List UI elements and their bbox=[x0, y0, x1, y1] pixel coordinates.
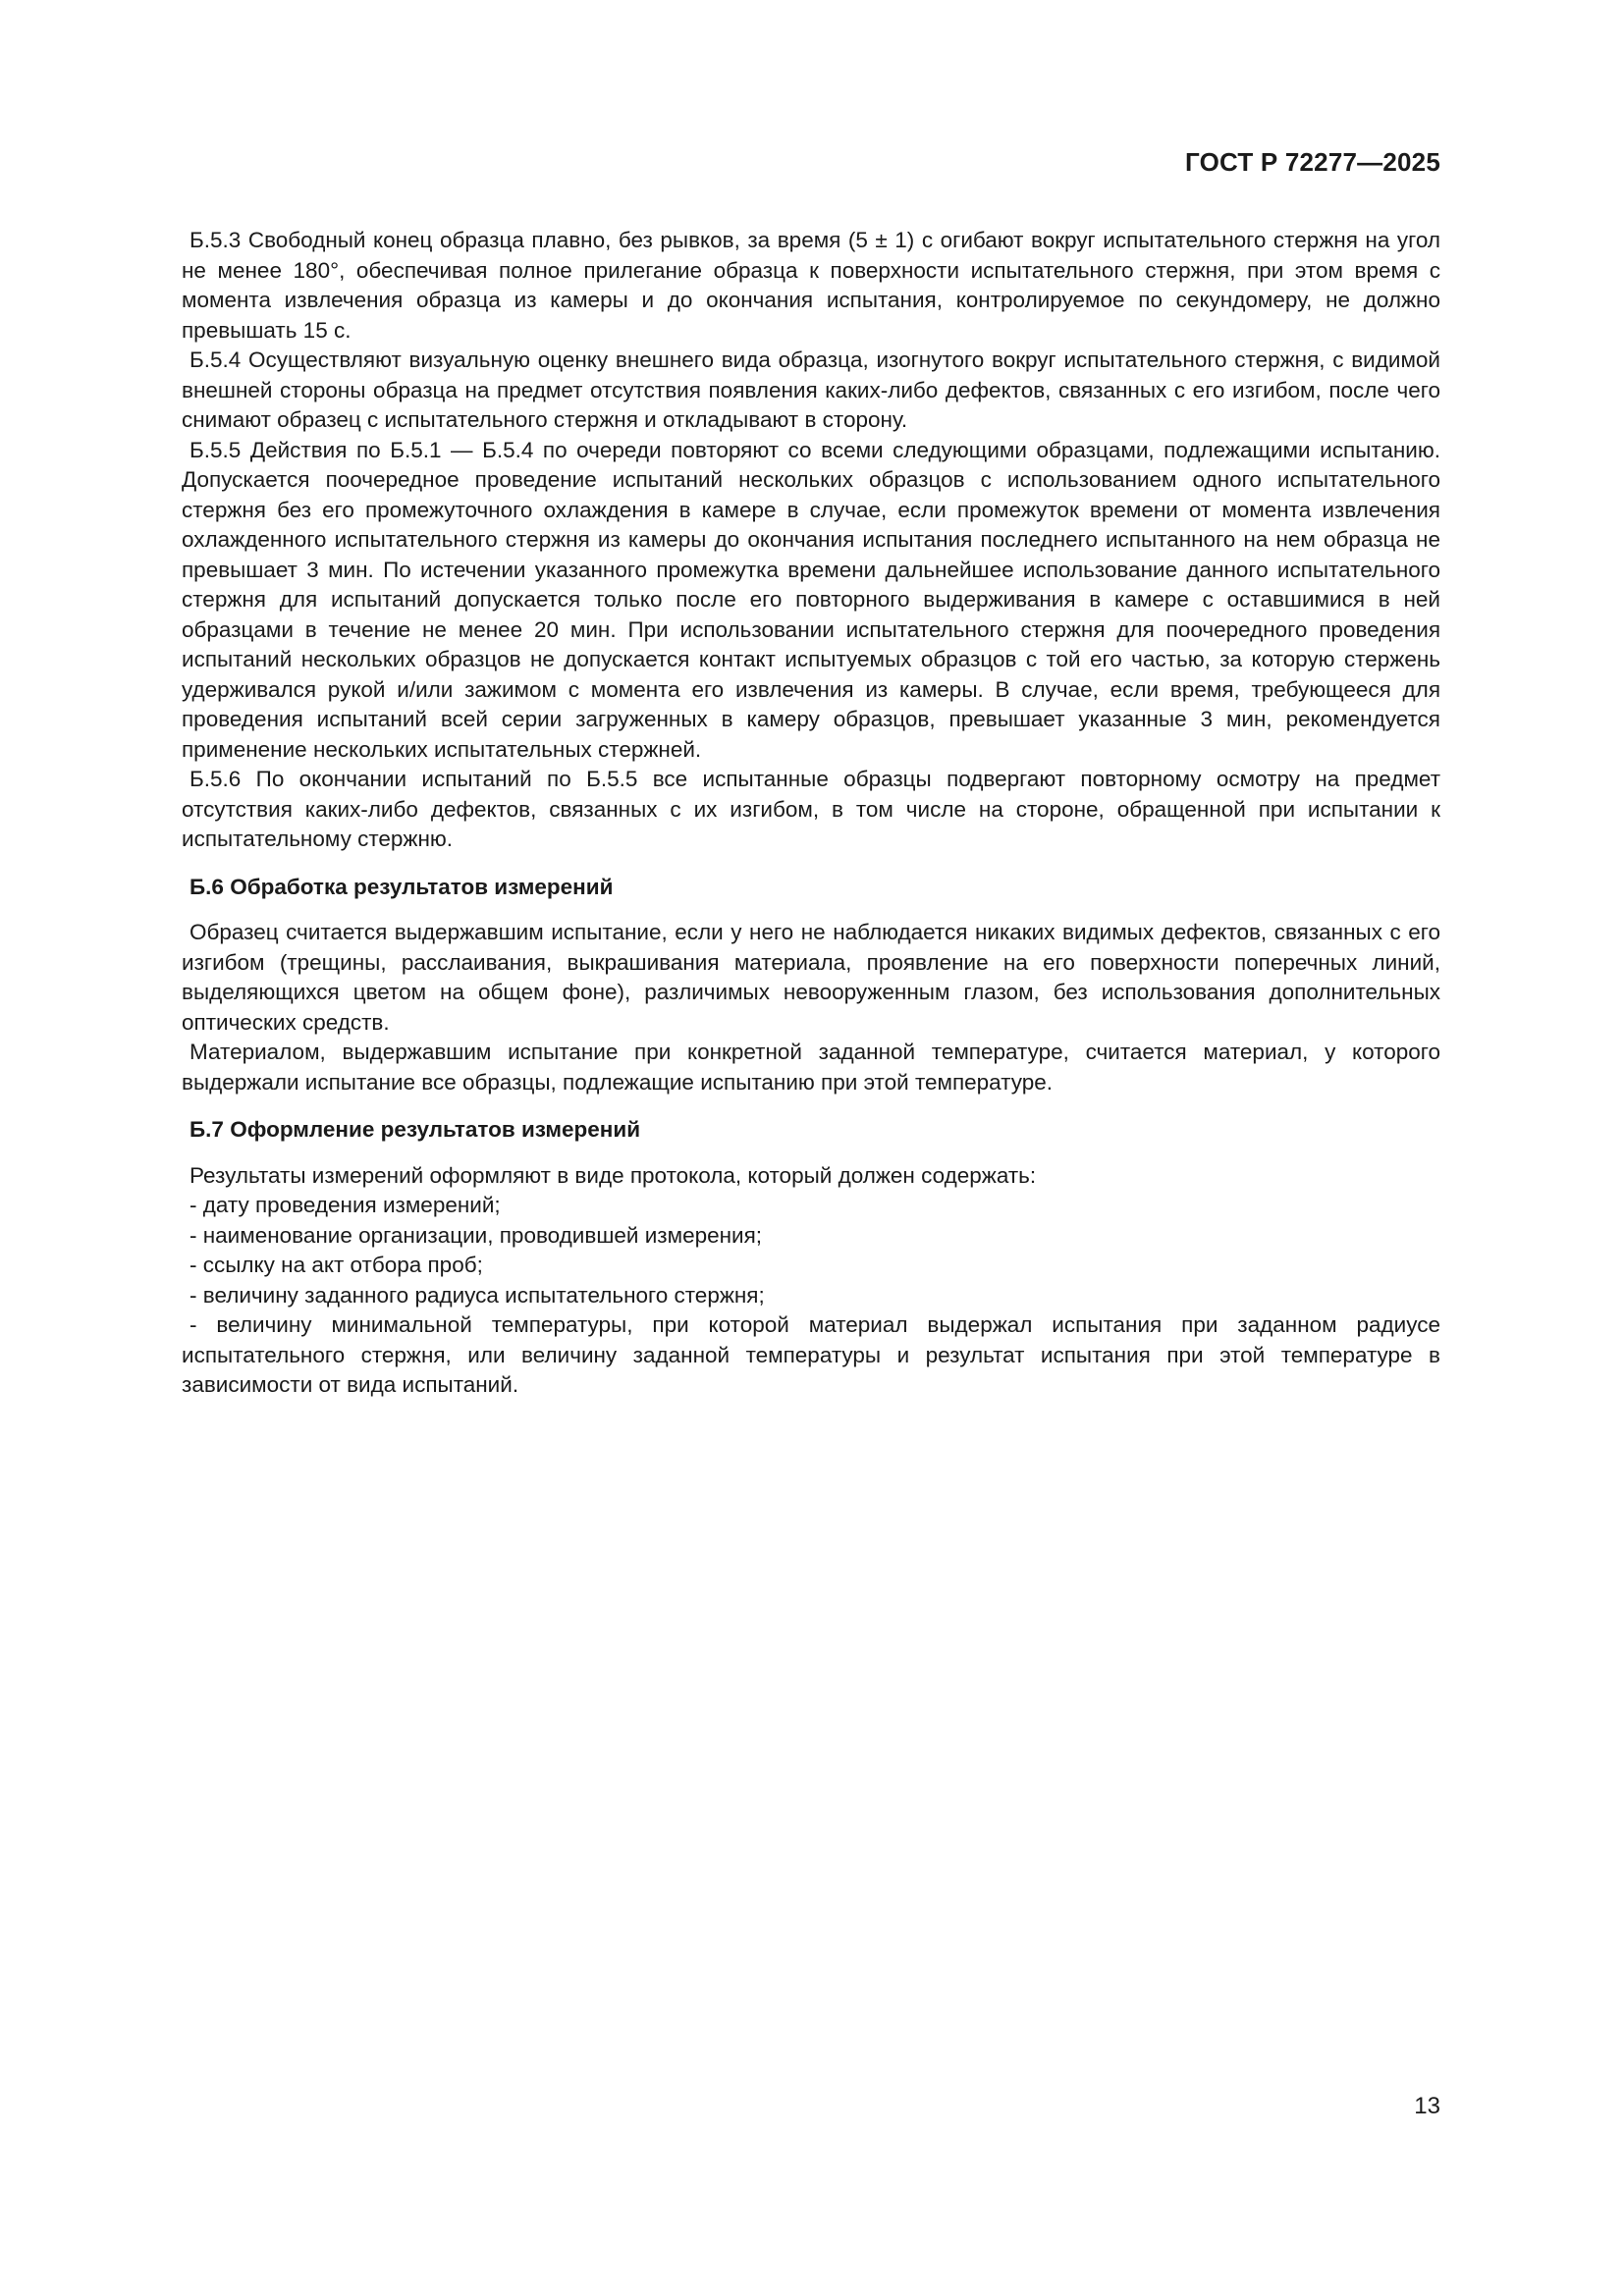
paragraph-b-7-intro: Результаты измерений оформляют в виде протокола, который должен содержать: bbox=[189, 1162, 1037, 1188]
list-item: - величину минимальной температуры, при которой материал выдержал испытания при заданном радиусе испытательного стержня, или величину заданной температуры и результат испытания при этой температуре в зависимости от вида испытаний. bbox=[182, 1312, 1440, 1397]
paragraph-b-5-4: Б.5.4 Осуществляют визуальную оценку внешнего вида образца, изогнутого вокруг испытательного стержня, с видимой внешней стороны образца на предмет отсутствия появления каких-либо дефектов, связанных с его изгибом, после чего снимают образец с испытательного стержня и откладывают в сторону. bbox=[182, 347, 1440, 432]
paragraph-b-6-2: Материалом, выдержавшим испытание при конкретной заданной температуре, считается материал, у которого выдержали испытание все образцы, подлежащие испытанию при этой температуре. bbox=[182, 1040, 1440, 1095]
paragraph-b-6-1: Образец считается выдержавшим испытание, если у него не наблюдается никаких видимых дефектов, связанных с его изгибом (трещины, расслаивания, выкрашивания материала, проявление на его поверхности поперечных линий, выделяющихся цветом на общем фоне), различимых невооруженным глазом, без использования дополнительных оптических средств. bbox=[182, 920, 1440, 1035]
list-item: - величину заданного радиуса испытательного стержня; bbox=[189, 1282, 765, 1308]
list-item: - ссылку на акт отбора проб; bbox=[189, 1253, 483, 1277]
section-heading-b-6: Б.6 Обработка результатов измерений bbox=[189, 874, 614, 899]
document-body bbox=[182, 226, 1440, 1401]
list-item: - наименование организации, проводившей измерения; bbox=[189, 1222, 763, 1248]
paragraph-b-5-3: Б.5.3 Свободный конец образца плавно, без рывков, за время (5 ± 1) с огибают вокруг испытательного стержня на угол не менее 180°, обеспечивая полное прилегание образца к поверхности испытательного стержня, при этом время с момента извлечения образца из камеры и до окончания испытания, контролируемое по секундомеру, не должно превышать 15 с. bbox=[182, 228, 1440, 343]
list-item: - дату проведения измерений; bbox=[189, 1193, 501, 1217]
page-number: 13 bbox=[1414, 2093, 1440, 2119]
paragraph-b-5-6: Б.5.6 По окончании испытаний по Б.5.5 все испытанные образцы подвергают повторному осмотру на предмет отсутствия каких-либо дефектов, связанных с их изгибом, в том числе на стороне, обращенной при испытании к испытательному стержню. bbox=[182, 767, 1440, 851]
section-heading-b-7: Б.7 Оформление результатов измерений bbox=[189, 1117, 641, 1142]
document-code-header: ГОСТ Р 72277—2025 bbox=[1185, 147, 1440, 177]
paragraph-b-5-5: Б.5.5 Действия по Б.5.1 — Б.5.4 по очереди повторяют со всеми следующими образцами, подлежащими испытанию. Допускается поочередное проведение испытаний нескольких образцов с использованием одного испытательного стержня без его промежуточного охлаждения в камере в случае, если промежуток времени от момента извлечения охлажденного испытательного стержня из камеры до окончания испытания последнего испытанного на нем образца не превышает 3 мин. По истечении указанного промежутка времени дальнейшее использование данного испытательного стержня для испытаний допускается только после его повторного выдерживания в камере с оставшимися в ней образцами в течение не менее 20 мин. При использовании испытательного стержня для поочередного проведения испытаний нескольких образцов не допускается контакт испытуемых образцов с той его частью, за которую стержень удерживался рукой и/или зажимом с момента его извлечения из камеры. В случае, если время, требующееся для проведения испытаний всей серии загруженных в камеру образцов, превышает указанные 3 мин, рекомендуется применение нескольких испытательных стержней. bbox=[182, 437, 1440, 762]
